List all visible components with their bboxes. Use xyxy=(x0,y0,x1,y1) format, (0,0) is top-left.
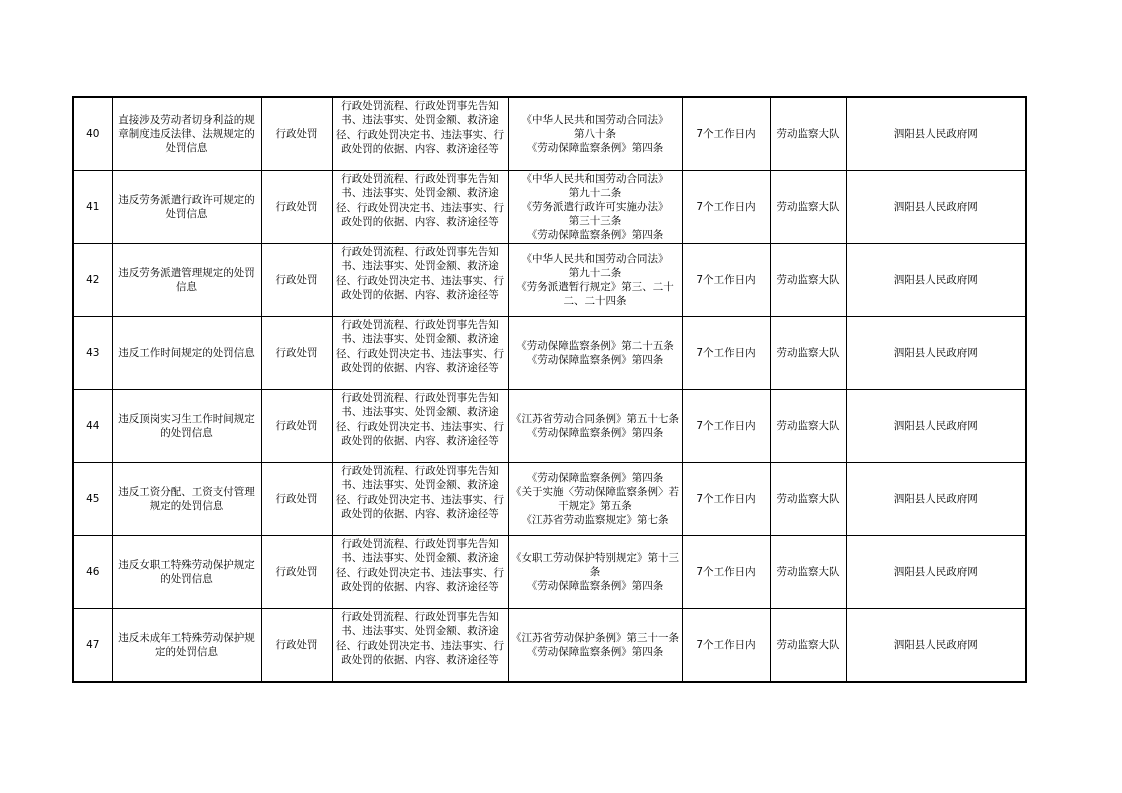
legal-basis-cell: 《江苏省劳动保护条例》第三十一条 《劳动保障监察条例》第四条 xyxy=(508,609,682,683)
disclosure-category-cell: 行政处罚 xyxy=(261,97,332,171)
responsible-department-cell: 劳动监察大队 xyxy=(770,244,846,317)
legal-basis-cell: 《中华人民共和国劳动合同法》 第九十二条 《劳务派遣行政许可实施办法》 第三十三条 《劳动保障监察条例》第四条 xyxy=(508,171,682,244)
legal-basis-cell: 《中华人民共和国劳动合同法》 第九十二条 《劳务派遣暂行规定》第三、二十二、二十四条 xyxy=(508,244,682,317)
legal-basis-cell: 《女职工劳动保护特别规定》第十三条 《劳动保障监察条例》第四条 xyxy=(508,536,682,609)
disclosure-category-cell: 行政处罚 xyxy=(261,317,332,390)
row-number-cell: 45 xyxy=(73,463,112,536)
responsible-department-cell: 劳动监察大队 xyxy=(770,390,846,463)
disclosure-item-cell: 违反未成年工特殊劳动保护规定的处罚信息 xyxy=(112,609,261,683)
table-row xyxy=(73,609,1026,683)
legal-basis-cell: 《劳动保障监察条例》第四条 《关于实施〈劳动保障监察条例〉若干规定》第五条 《江苏省劳动监察规定》第七条 xyxy=(508,463,682,536)
disclosure-time-limit-cell: 7个工作日内 xyxy=(682,463,770,536)
row-number-cell: 41 xyxy=(73,171,112,244)
disclosure-channel-cell: 泗阳县人民政府网 xyxy=(846,609,1026,683)
disclosure-item-cell: 违反工作时间规定的处罚信息 xyxy=(112,317,261,390)
disclosure-item-cell: 违反工资分配、工资支付管理规定的处罚信息 xyxy=(112,463,261,536)
disclosure-content-cell: 行政处罚流程、行政处罚事先告知书、违法事实、处罚金额、救济途径、行政处罚决定书、违法事实、行政处罚的依据、内容、救济途径等 xyxy=(332,536,508,609)
disclosure-content-cell: 行政处罚流程、行政处罚事先告知书、违法事实、处罚金额、救济途径、行政处罚决定书、违法事实、行政处罚的依据、内容、救济途径等 xyxy=(332,317,508,390)
disclosure-item-cell: 违反劳务派遣行政许可规定的处罚信息 xyxy=(112,171,261,244)
disclosure-item-cell: 违反劳务派遣管理规定的处罚信息 xyxy=(112,244,261,317)
table-row xyxy=(73,244,1026,317)
disclosure-time-limit-cell: 7个工作日内 xyxy=(682,317,770,390)
disclosure-channel-cell: 泗阳县人民政府网 xyxy=(846,536,1026,609)
disclosure-category-cell: 行政处罚 xyxy=(261,609,332,683)
row-number-cell: 40 xyxy=(73,97,112,171)
disclosure-time-limit-cell: 7个工作日内 xyxy=(682,97,770,171)
legal-basis-cell: 《中华人民共和国劳动合同法》 第八十条 《劳动保障监察条例》第四条 xyxy=(508,97,682,171)
disclosure-channel-cell: 泗阳县人民政府网 xyxy=(846,171,1026,244)
disclosure-category-cell: 行政处罚 xyxy=(261,390,332,463)
disclosure-time-limit-cell: 7个工作日内 xyxy=(682,171,770,244)
table-row xyxy=(73,317,1026,390)
table-row xyxy=(73,463,1026,536)
disclosure-channel-cell: 泗阳县人民政府网 xyxy=(846,244,1026,317)
disclosure-table xyxy=(72,96,1027,683)
disclosure-category-cell: 行政处罚 xyxy=(261,536,332,609)
disclosure-time-limit-cell: 7个工作日内 xyxy=(682,244,770,317)
disclosure-item-cell: 违反女职工特殊劳动保护规定的处罚信息 xyxy=(112,536,261,609)
disclosure-category-cell: 行政处罚 xyxy=(261,463,332,536)
row-number-cell: 47 xyxy=(73,609,112,683)
disclosure-content-cell: 行政处罚流程、行政处罚事先告知书、违法事实、处罚金额、救济途径、行政处罚决定书、违法事实、行政处罚的依据、内容、救济途径等 xyxy=(332,244,508,317)
disclosure-item-cell: 直接涉及劳动者切身利益的规章制度违反法律、法规规定的处罚信息 xyxy=(112,97,261,171)
disclosure-content-cell: 行政处罚流程、行政处罚事先告知书、违法事实、处罚金额、救济途径、行政处罚决定书、违法事实、行政处罚的依据、内容、救济途径等 xyxy=(332,609,508,683)
disclosure-channel-cell: 泗阳县人民政府网 xyxy=(846,97,1026,171)
disclosure-content-cell: 行政处罚流程、行政处罚事先告知书、违法事实、处罚金额、救济途径、行政处罚决定书、违法事实、行政处罚的依据、内容、救济途径等 xyxy=(332,171,508,244)
disclosure-category-cell: 行政处罚 xyxy=(261,171,332,244)
disclosure-content-cell: 行政处罚流程、行政处罚事先告知书、违法事实、处罚金额、救济途径、行政处罚决定书、违法事实、行政处罚的依据、内容、救济途径等 xyxy=(332,463,508,536)
disclosure-time-limit-cell: 7个工作日内 xyxy=(682,536,770,609)
legal-basis-cell: 《江苏省劳动合同条例》第五十七条 《劳动保障监察条例》第四条 xyxy=(508,390,682,463)
responsible-department-cell: 劳动监察大队 xyxy=(770,171,846,244)
disclosure-content-cell: 行政处罚流程、行政处罚事先告知书、违法事实、处罚金额、救济途径、行政处罚决定书、违法事实、行政处罚的依据、内容、救济途径等 xyxy=(332,390,508,463)
row-number-cell: 44 xyxy=(73,390,112,463)
row-number-cell: 43 xyxy=(73,317,112,390)
table-body xyxy=(73,97,1026,682)
responsible-department-cell: 劳动监察大队 xyxy=(770,97,846,171)
disclosure-channel-cell: 泗阳县人民政府网 xyxy=(846,317,1026,390)
disclosure-category-cell: 行政处罚 xyxy=(261,244,332,317)
disclosure-channel-cell: 泗阳县人民政府网 xyxy=(846,390,1026,463)
row-number-cell: 42 xyxy=(73,244,112,317)
row-number-cell: 46 xyxy=(73,536,112,609)
responsible-department-cell: 劳动监察大队 xyxy=(770,609,846,683)
responsible-department-cell: 劳动监察大队 xyxy=(770,317,846,390)
disclosure-item-cell: 违反顶岗实习生工作时间规定的处罚信息 xyxy=(112,390,261,463)
table-row xyxy=(73,390,1026,463)
responsible-department-cell: 劳动监察大队 xyxy=(770,463,846,536)
disclosure-time-limit-cell: 7个工作日内 xyxy=(682,609,770,683)
disclosure-time-limit-cell: 7个工作日内 xyxy=(682,390,770,463)
table-row xyxy=(73,97,1026,171)
table-row xyxy=(73,171,1026,244)
disclosure-channel-cell: 泗阳县人民政府网 xyxy=(846,463,1026,536)
disclosure-content-cell: 行政处罚流程、行政处罚事先告知书、违法事实、处罚金额、救济途径、行政处罚决定书、违法事实、行政处罚的依据、内容、救济途径等 xyxy=(332,97,508,171)
legal-basis-cell: 《劳动保障监察条例》第二十五条 《劳动保障监察条例》第四条 xyxy=(508,317,682,390)
responsible-department-cell: 劳动监察大队 xyxy=(770,536,846,609)
table-row xyxy=(73,536,1026,609)
